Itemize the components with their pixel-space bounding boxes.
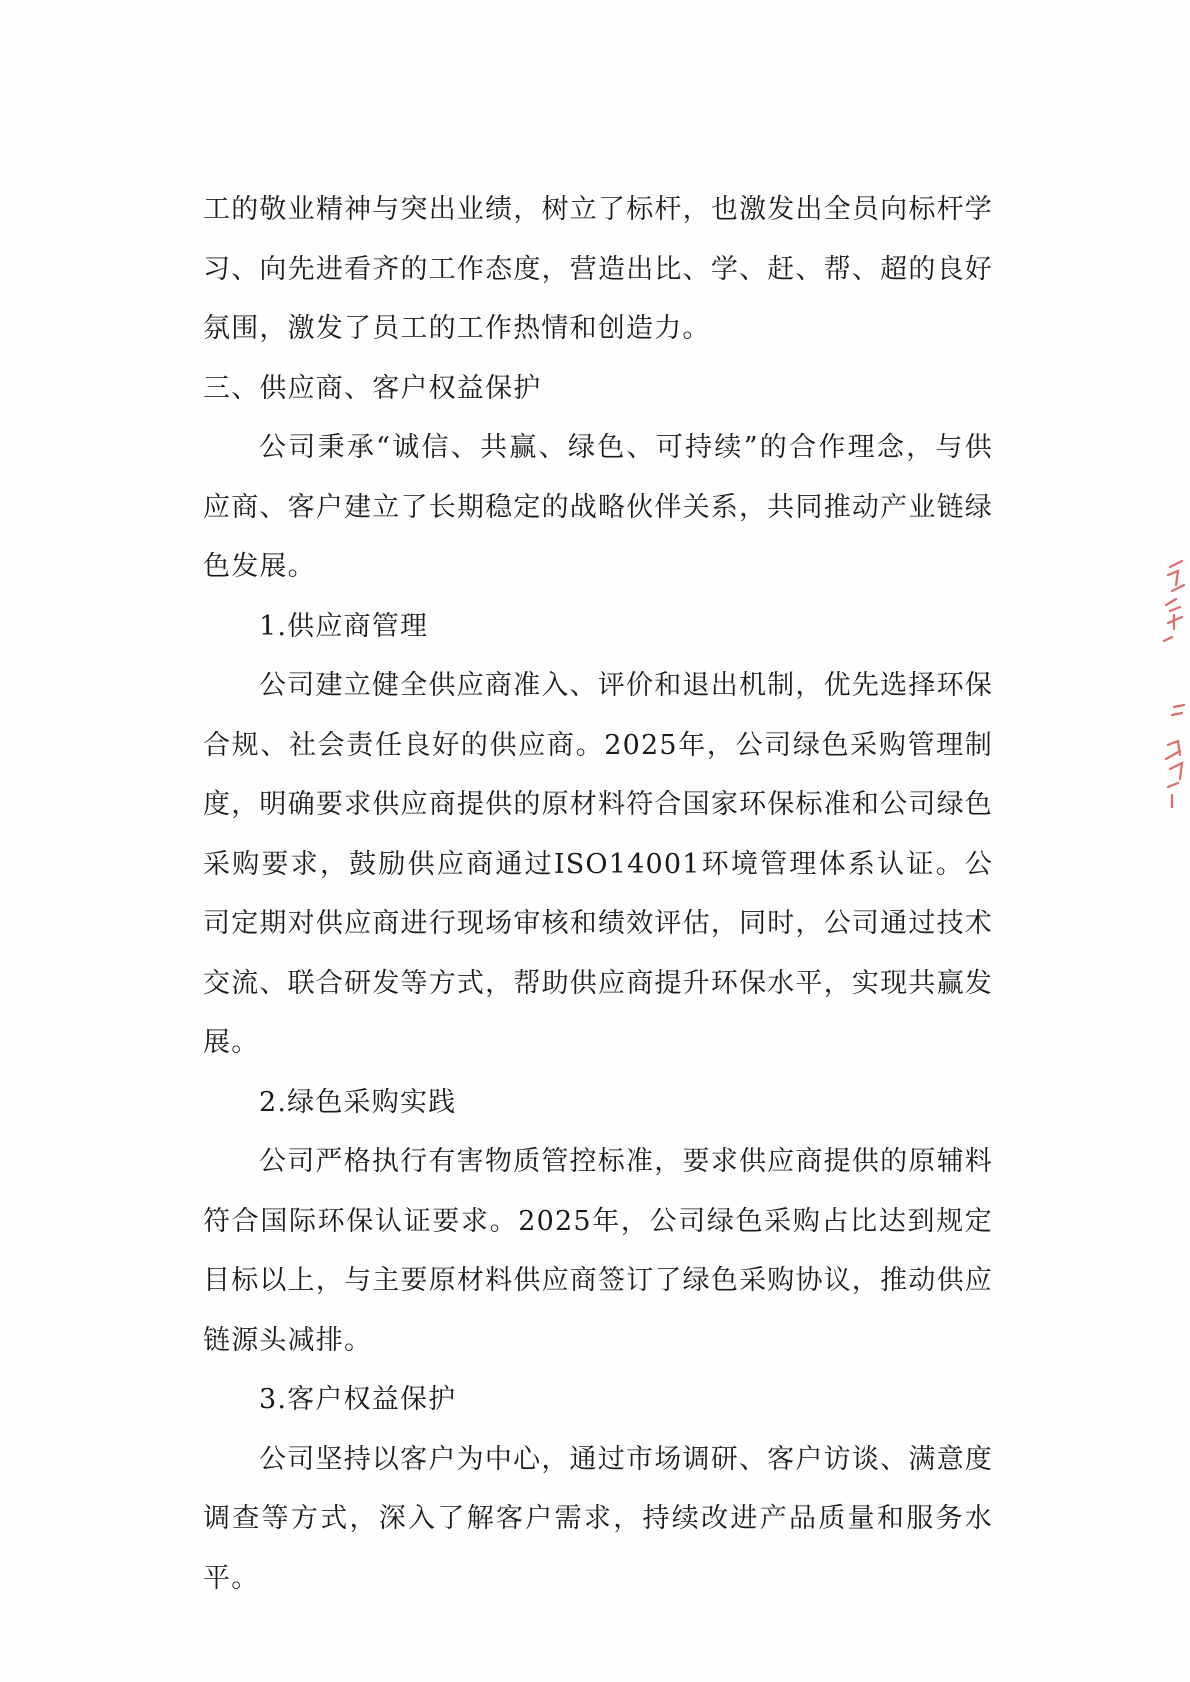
subsection-heading-3: 3.客户权益保护 bbox=[259, 1384, 457, 1415]
seal-fragment-icon bbox=[1156, 555, 1190, 815]
paragraph-customer-rights: 公司坚持以客户为中心，通过市场调研、客户访谈、满意度调查等方式，深入了解客户需求，持续改进产品质量和服务水平。 bbox=[203, 1443, 993, 1594]
subsection-heading-2: 2.绿色采购实践 bbox=[259, 1086, 457, 1118]
document-body bbox=[203, 180, 993, 1608]
subsection-heading-1: 1.供应商管理 bbox=[259, 610, 429, 642]
paragraph-intro: 公司秉承“诚信、共赢、绿色、可持续”的合作理念，与供应商、客户建立了长期稳定的战略伙伴关系，共同推动产业链绿色发展。 bbox=[203, 432, 993, 582]
paragraph-supplier-management: 公司建立健全供应商准入、评价和退出机制，优先选择环保合规、社会责任良好的供应商。2025年，公司绿色采购管理制度，明确要求供应商提供的原材料符合国家环保标准和公司绿色采购要求，鼓励供应商通过ISO14001环境管理体系认证。公司定期对供应商进行现场审核和绩效评估，同时，公司通过技术交流、联合研发等方式，帮助供应商提升环保水平，实现共赢发展。 bbox=[203, 670, 993, 1058]
paragraph-continuation: 工的敬业精神与突出业绩，树立了标杆，也激发出全员向标杆学习、向先进看齐的工作态度，营造出比、学、赶、帮、超的良好氛围，激发了员工的工作热情和创造力。 bbox=[203, 194, 993, 344]
partial-seal-stamp bbox=[1156, 555, 1190, 815]
paragraph-green-procurement: 公司严格执行有害物质管控标准，要求供应商提供的原辅料符合国际环保认证要求。2025年，公司绿色采购占比达到规定目标以上，与主要原材料供应商签订了绿色采购协议，推动供应链源头减排。 bbox=[203, 1146, 993, 1356]
section-heading-3: 三、供应商、客户权益保护 bbox=[203, 372, 542, 404]
